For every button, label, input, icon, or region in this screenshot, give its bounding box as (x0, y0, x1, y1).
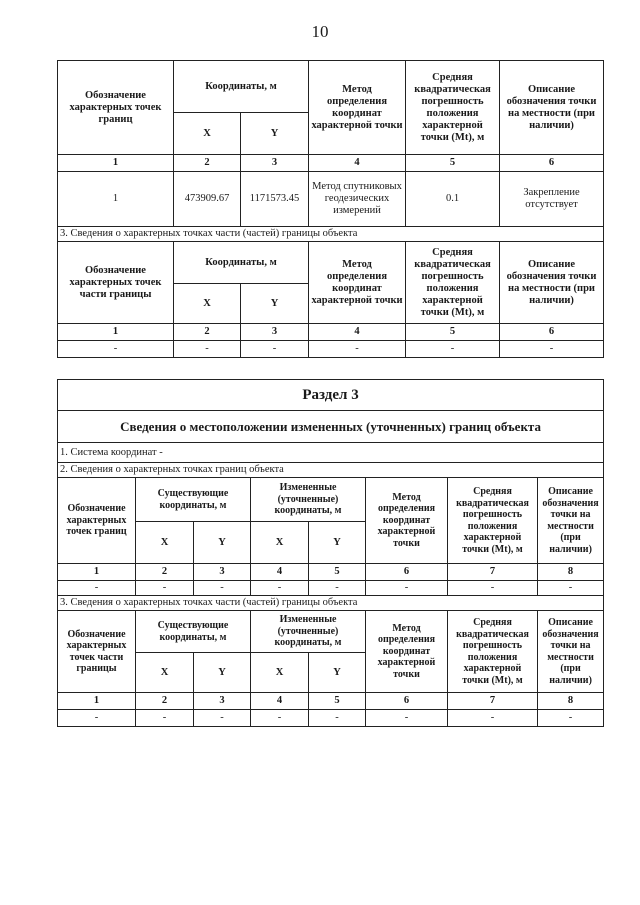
col-number: 5 (406, 155, 500, 172)
col-x-header: X (251, 522, 309, 564)
col-y-header: Y (194, 653, 251, 693)
col-number: 6 (366, 693, 448, 710)
section-heading: 2. Сведения о характерных точках границ объекта (58, 463, 604, 478)
col-number: 3 (194, 693, 251, 710)
col-x-header: X (174, 113, 241, 155)
col-number: 2 (174, 324, 241, 341)
table-row (58, 172, 604, 227)
col-y-header: Y (194, 522, 251, 564)
col-x-header: X (136, 522, 194, 564)
empty-cell: - (406, 341, 500, 358)
col-existing-coords-header: Существующие координаты, м (136, 611, 251, 653)
col-number: 7 (448, 564, 538, 581)
col-y-header: Y (309, 653, 366, 693)
empty-cell: - (448, 710, 538, 727)
empty-cell: - (136, 710, 194, 727)
empty-cell: - (194, 581, 251, 596)
col-number: 6 (366, 564, 448, 581)
col-number: 6 (500, 324, 604, 341)
col-number: 7 (448, 693, 538, 710)
table-section-3 (57, 379, 604, 727)
table-row (58, 710, 604, 727)
empty-cell: - (309, 341, 406, 358)
empty-cell: - (174, 341, 241, 358)
empty-cell: - (500, 341, 604, 358)
method-cell: Метод спутниковых геодезических измерений (309, 172, 406, 227)
col-x-header: X (174, 284, 241, 324)
col-number: 3 (194, 564, 251, 581)
col-number: 8 (538, 564, 604, 581)
empty-cell: - (58, 341, 174, 358)
col-y-header: Y (241, 284, 309, 324)
col-designation-header: Обозначение характерных точек границ (58, 478, 136, 564)
empty-cell: - (58, 710, 136, 727)
col-number: 6 (500, 155, 604, 172)
coord-x: 473909.67 (174, 172, 241, 227)
empty-cell: - (58, 581, 136, 596)
col-y-header: Y (241, 113, 309, 155)
col-number: 1 (58, 693, 136, 710)
col-number: 2 (136, 693, 194, 710)
col-method-header: Метод определения координат характерной точки (309, 242, 406, 324)
col-number: 2 (174, 155, 241, 172)
point-number: 1 (58, 172, 174, 227)
empty-cell: - (194, 710, 251, 727)
section-heading: 3. Сведения о характерных точках части (частей) границы объекта (58, 227, 604, 242)
empty-cell: - (448, 581, 538, 596)
col-number: 4 (251, 693, 309, 710)
col-number: 1 (58, 155, 174, 172)
col-number: 1 (58, 324, 174, 341)
col-number: 8 (538, 693, 604, 710)
col-number: 5 (309, 693, 366, 710)
empty-cell: - (538, 581, 604, 596)
col-x-header: X (251, 653, 309, 693)
col-description-header: Описание обозначения точки на местности (при наличии) (538, 611, 604, 693)
col-description-header: Описание обозначения точки на местности (при наличии) (500, 61, 604, 155)
col-number: 2 (136, 564, 194, 581)
col-coords-header: Координаты, м (174, 61, 309, 113)
col-coords-header: Координаты, м (174, 242, 309, 284)
col-number: 4 (309, 324, 406, 341)
col-y-header: Y (309, 522, 366, 564)
col-number: 3 (241, 324, 309, 341)
col-description-header: Описание обозначения точки на местности (при наличии) (538, 478, 604, 564)
table-top (57, 60, 604, 358)
error-cell: 0.1 (406, 172, 500, 227)
col-existing-coords-header: Существующие координаты, м (136, 478, 251, 522)
col-designation-header: Обозначение характерных точек части границы (58, 242, 174, 324)
description-cell: Закрепление отсутствует (500, 172, 604, 227)
coord-system-row: 1. Система координат - (58, 443, 604, 463)
col-error-header: Средняя квадратическая погрешность положения характерной точки (Mt), м (448, 611, 538, 693)
table-row (58, 581, 604, 596)
col-error-header: Средняя квадратическая погрешность положения характерной точки (Mt), м (406, 61, 500, 155)
table-row (58, 341, 604, 358)
col-number: 5 (309, 564, 366, 581)
empty-cell: - (136, 581, 194, 596)
col-number: 4 (251, 564, 309, 581)
empty-cell: - (538, 710, 604, 727)
col-description-header: Описание обозначения точки на местности (при наличии) (500, 242, 604, 324)
col-x-header: X (136, 653, 194, 693)
col-designation-header: Обозначение характерных точек границ (58, 61, 174, 155)
empty-cell: - (366, 710, 448, 727)
col-method-header: Метод определения координат характерной точки (309, 61, 406, 155)
col-number: 1 (58, 564, 136, 581)
section-heading: 3. Сведения о характерных точках части (частей) границы объекта (58, 596, 604, 611)
col-error-header: Средняя квадратическая погрешность положения характерной точки (Mt), м (448, 478, 538, 564)
col-method-header: Метод определения координат характерной точки (366, 478, 448, 564)
section-subtitle: Сведения о местоположении измененных (уточненных) границ объекта (58, 411, 604, 443)
col-changed-coords-header: Измененные (уточненные) координаты, м (251, 611, 366, 653)
page-number: 10 (311, 22, 329, 41)
empty-cell: - (251, 710, 309, 727)
empty-cell: - (309, 581, 366, 596)
empty-cell: - (366, 581, 448, 596)
col-number: 5 (406, 324, 500, 341)
section-title: Раздел 3 (58, 380, 604, 411)
col-changed-coords-header: Измененные (уточненные) координаты, м (251, 478, 366, 522)
col-designation-header: Обозначение характерных точек части границы (58, 611, 136, 693)
empty-cell: - (251, 581, 309, 596)
col-error-header: Средняя квадратическая погрешность положения характерной точки (Mt), м (406, 242, 500, 324)
col-method-header: Метод определения координат характерной точки (366, 611, 448, 693)
col-number: 3 (241, 155, 309, 172)
empty-cell: - (309, 710, 366, 727)
coord-y: 1171573.45 (241, 172, 309, 227)
empty-cell: - (241, 341, 309, 358)
col-number: 4 (309, 155, 406, 172)
